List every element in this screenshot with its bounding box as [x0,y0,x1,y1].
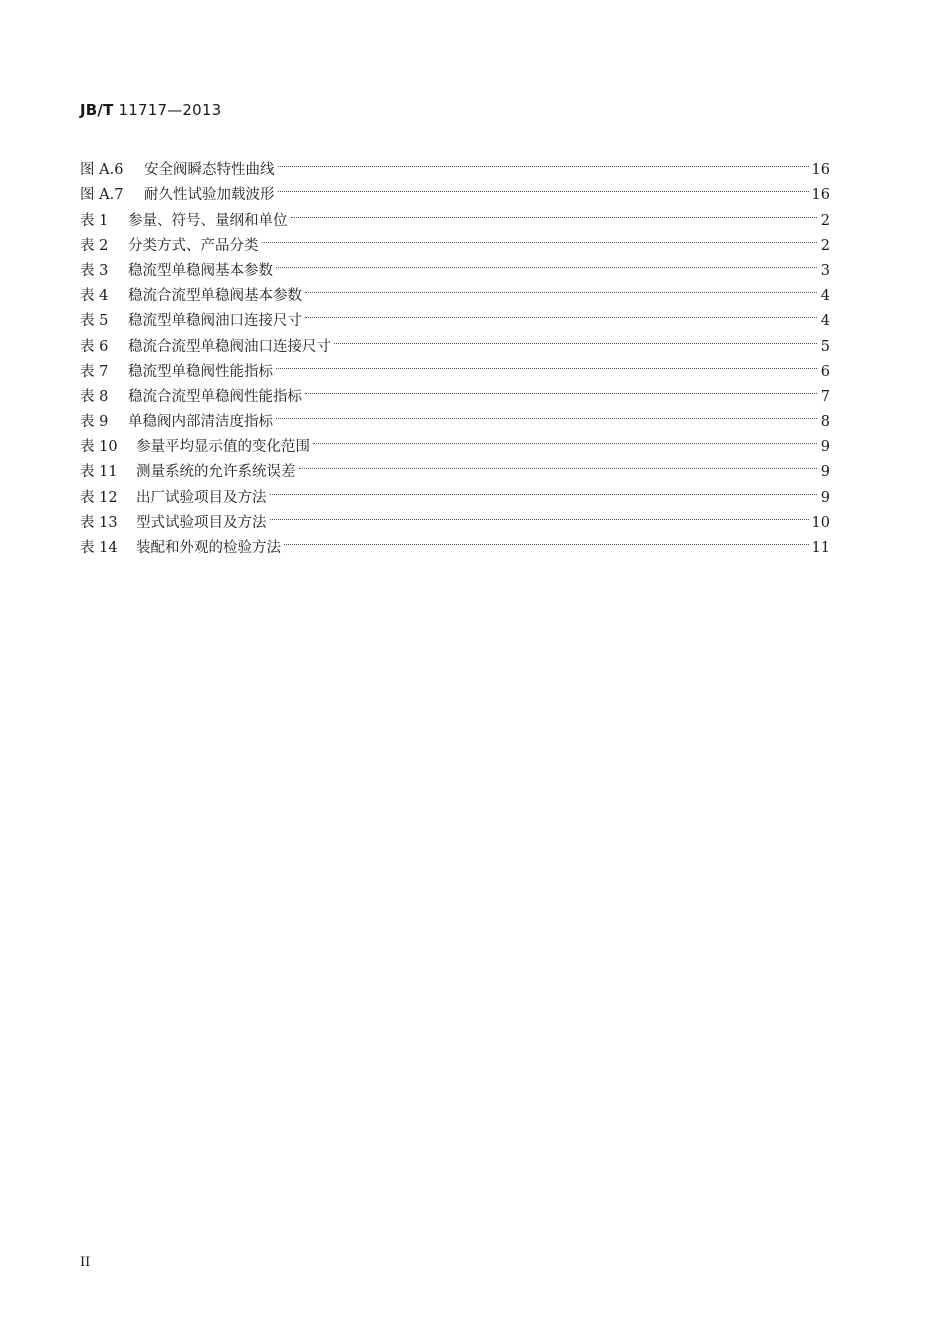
toc-entry-page: 11 [811,540,830,556]
toc-entry-page: 9 [820,464,830,481]
toc-entry-page: 7 [820,388,830,405]
toc-entry-page: 8 [820,414,830,431]
toc-entry-page: 5 [820,338,830,355]
toc-entry-label: 表 7 [80,363,109,380]
toc-leader-dots [313,426,817,451]
toc-leader-dots [291,199,818,224]
toc-entry-title: 出厂试验项目及方法 [136,489,267,506]
toc-leader-dots [284,527,809,552]
standard-prefix: JB/T [80,101,114,119]
toc-entry-title: 安全阀瞬态特性曲线 [144,162,275,179]
toc-entry-title: 稳流合流型单稳阀基本参数 [128,288,302,305]
toc-leader-dots [270,502,809,527]
toc-entry-title: 稳流型单稳阀性能指标 [128,363,273,380]
toc-entry-page: 16 [811,162,830,179]
standard-header [80,101,221,119]
toc-entry-page: 3 [820,262,830,279]
toc-entry-label: 表 12 [80,489,118,506]
toc-entry-page: 9 [820,489,830,506]
toc-entry-title: 装配和外观的检验方法 [136,540,281,556]
toc-leader-dots [270,476,818,501]
toc-leader-dots [278,149,809,174]
toc-entry-page: 2 [820,212,830,229]
toc-entry-label: 表 13 [80,514,118,531]
toc-entry-label: 表 1 [80,212,109,229]
toc-entry-label: 图 A.6 [80,162,124,179]
toc-entry-label: 图 A.7 [80,187,124,204]
toc-entry-title: 稳流型单稳阀油口连接尺寸 [128,313,302,330]
toc-entry-page: 2 [820,237,830,254]
toc-entry-page: 16 [811,187,830,204]
toc-entry-label: 表 11 [80,464,118,481]
page-number: II [80,1255,91,1270]
toc-entry-title: 测量系统的允许系统误差 [136,464,296,481]
toc-entry-page: 6 [820,363,830,380]
toc-leader-dots [276,401,817,426]
toc-entry-page: 10 [811,514,830,531]
table-of-contents [80,149,830,556]
toc-entry-label: 表 14 [80,540,118,556]
toc-leader-dots [305,300,817,325]
toc-entry-title: 稳流合流型单稳阀油口连接尺寸 [128,338,331,355]
toc-entry-title: 参量、符号、量纲和单位 [128,212,288,229]
toc-entry[interactable] [80,149,830,179]
toc-leader-dots [305,275,817,300]
toc-entry-title: 参量平均显示值的变化范围 [136,439,310,456]
standard-number: 11717—2013 [113,101,222,119]
toc-entry-page: 4 [820,313,830,330]
toc-entry-label: 表 5 [80,313,109,330]
toc-leader-dots [305,376,817,401]
toc-leader-dots [334,325,817,350]
toc-entry-label: 表 9 [80,414,109,431]
toc-entry-label: 表 3 [80,262,109,279]
toc-leader-dots [278,174,809,199]
toc-leader-dots [262,225,818,250]
toc-entry-title: 稳流合流型单稳阀性能指标 [128,388,302,405]
toc-entry-title: 耐久性试验加载波形 [144,187,275,204]
toc-entry-title: 型式试验项目及方法 [136,514,267,531]
toc-entry-title: 稳流型单稳阀基本参数 [128,262,273,279]
toc-entry-title: 单稳阀内部清洁度指标 [128,414,273,431]
toc-entry-page: 4 [820,288,830,305]
toc-entry-title: 分类方式、产品分类 [128,237,259,254]
toc-leader-dots [276,351,817,376]
toc-entry-page: 9 [820,439,830,456]
toc-entry-label: 表 4 [80,288,109,305]
toc-leader-dots [276,250,817,275]
toc-entry-label: 表 10 [80,439,118,456]
toc-entry-label: 表 8 [80,388,109,405]
toc-entry-label: 表 6 [80,338,109,355]
toc-entry-label: 表 2 [80,237,109,254]
toc-leader-dots [299,451,818,476]
